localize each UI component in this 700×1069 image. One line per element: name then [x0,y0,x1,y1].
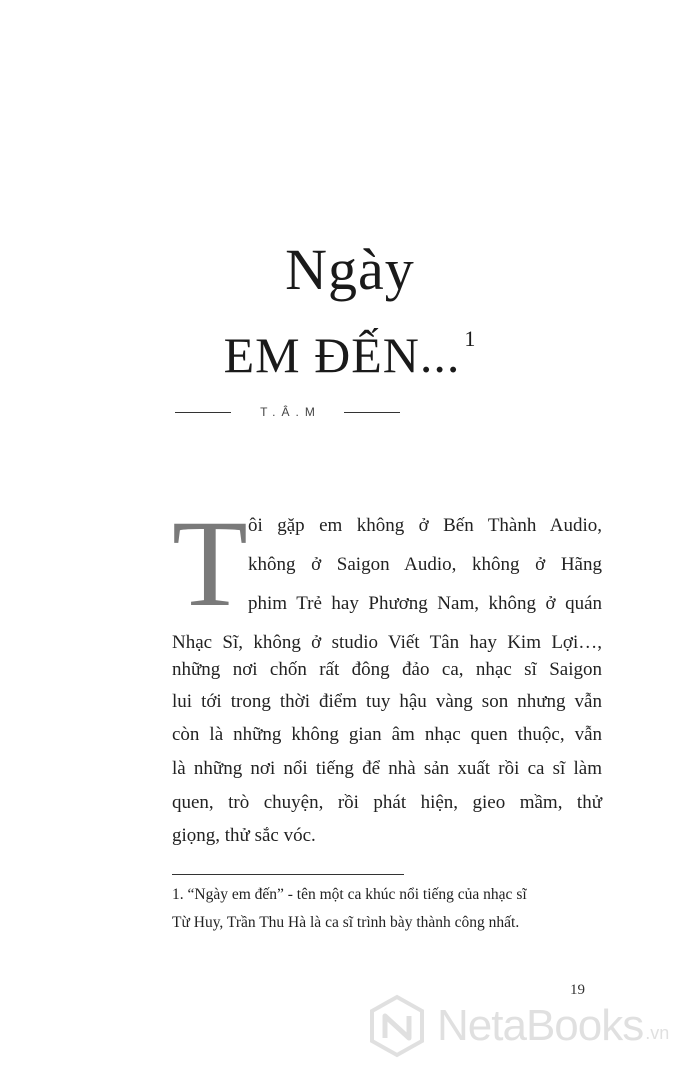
body-line: Nhạc Sĩ, không ở studio Viết Tân hay Kim Lợi…, [172,632,602,653]
body-line: những nơi chốn rất đông đảo ca, nhạc sĩ Saigon [172,659,602,680]
footnote-marker[interactable]: 1 [464,326,477,351]
body-line: không ở Saigon Audio, không ở Hãng [248,554,602,575]
body-line: là những nơi nổi tiếng để nhà sản xuất rồi ca sĩ làm [172,758,602,779]
watermark-brand: NetaBooks [437,1001,644,1050]
watermark-suffix: .vn [645,1022,670,1043]
footnote-divider [172,874,404,875]
footnote-line2: Từ Huy, Trần Thu Hà là ca sĩ trình bày thành công nhất. [172,914,520,931]
body-line: phim Trẻ hay Phương Nam, không ở quán [248,593,602,614]
drop-cap: T [172,495,248,632]
body-line: còn là những không gian âm nhạc quen thuộc, vẫn [172,724,602,745]
watermark [365,990,695,1062]
chapter-title-text: EM ĐẾN... [223,327,461,383]
netabooks-logo-icon [365,994,429,1058]
body-line: quen, trò chuyện, rồi phát hiện, gieo mầm, thử [172,792,602,813]
body-line: lui tới trong thời điểm tuy hậu vàng son nhưng vẫn [172,691,602,712]
page-number: 19 [570,982,585,998]
chapter-title-line1: Ngày [285,237,415,302]
left-rule [175,412,231,413]
author-name: T.Â.M [260,405,321,419]
body-line: giọng, thử sắc vóc. [172,825,316,846]
footnote-line1: 1. “Ngày em đến” - tên một ca khúc nổi tiếng của nhạc sĩ [172,886,527,903]
chapter-title-line2 [0,308,700,386]
right-rule [344,412,400,413]
author-byline [175,400,400,424]
body-line: ôi gặp em không ở Bến Thành Audio, [248,515,602,536]
